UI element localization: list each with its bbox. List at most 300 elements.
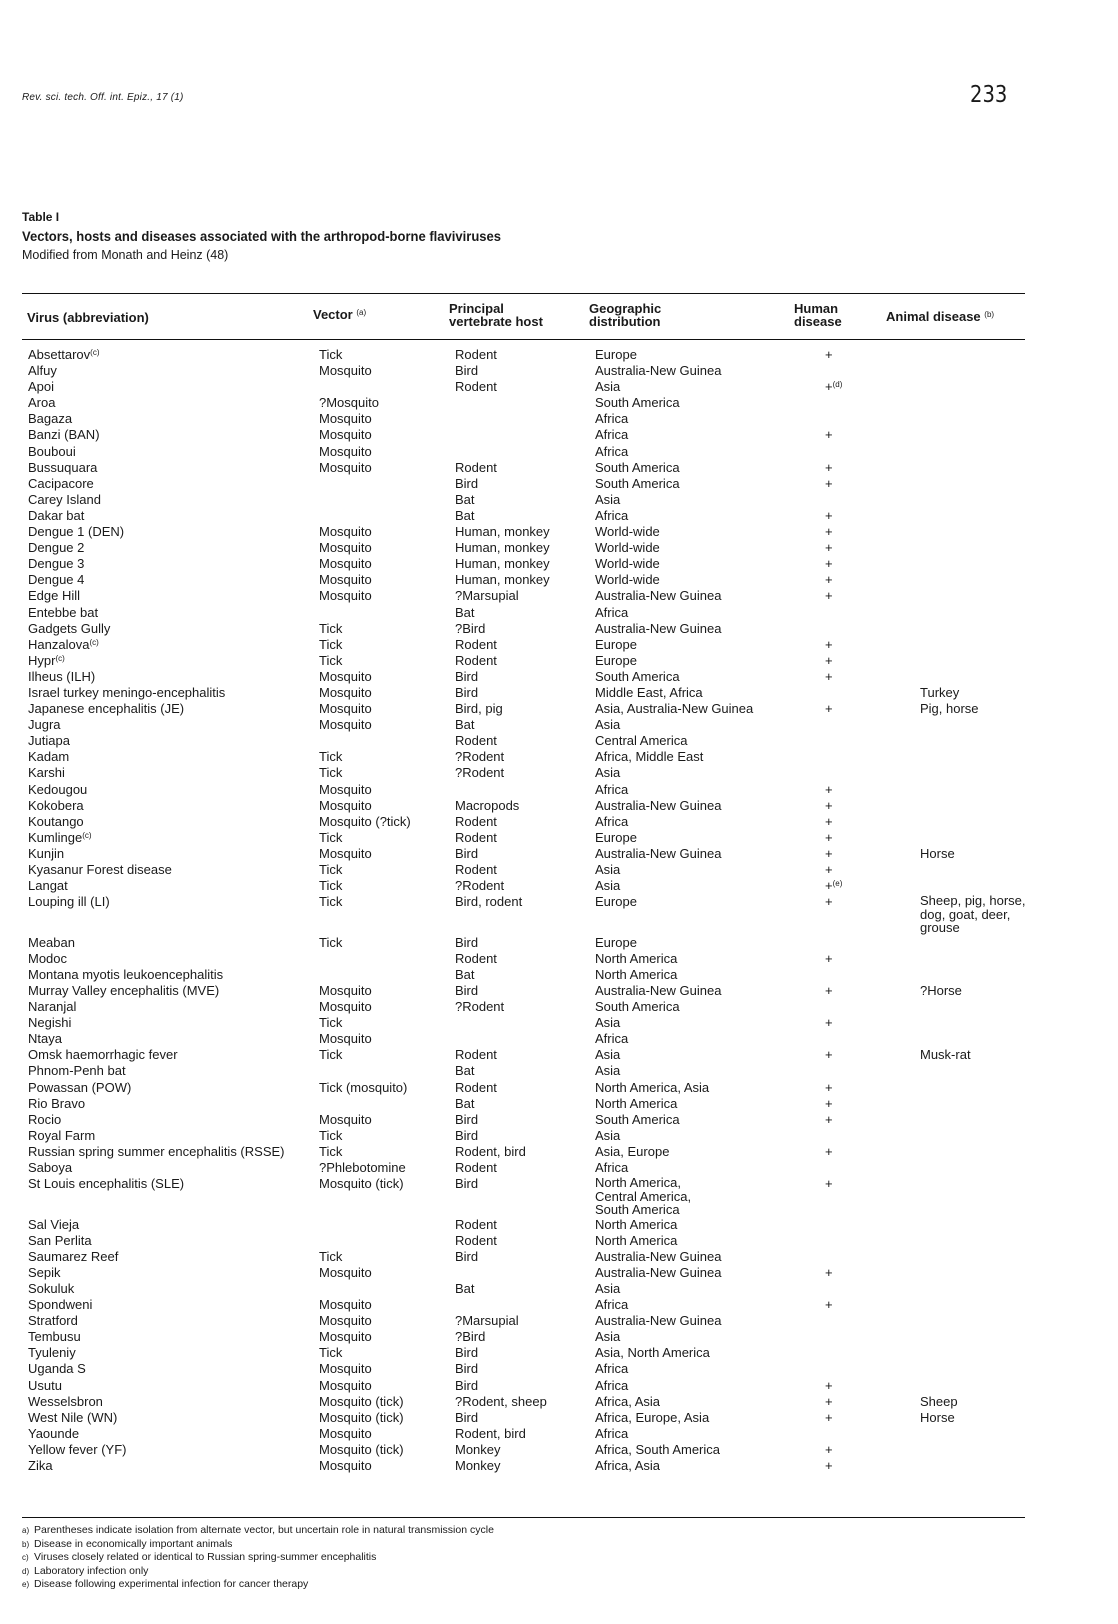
human-disease-cell <box>806 460 920 476</box>
animal-disease-cell <box>920 894 1050 935</box>
host-cell <box>455 540 595 556</box>
virus-name-cell <box>22 878 319 894</box>
table-row <box>22 1176 1050 1217</box>
geographic-distribution-cell-text: Asia <box>595 491 621 507</box>
vector-cell <box>319 798 455 814</box>
vector-cell <box>319 1249 455 1265</box>
table-row <box>22 460 1050 476</box>
footnote-text: Viruses closely related or identical to Russian spring-summer encephalitis <box>34 1551 377 1564</box>
geographic-distribution-cell-text: Africa <box>595 1361 629 1377</box>
geographic-distribution-cell-text: Africa <box>595 1425 629 1441</box>
table-caption <box>22 210 1022 266</box>
virus-name-cell <box>22 1281 319 1297</box>
vector-cell <box>319 830 455 846</box>
virus-name-cell-text: Ntaya <box>28 1031 62 1047</box>
geographic-distribution-cell <box>595 605 806 621</box>
column-header-virus-label: Virus (abbreviation) <box>27 310 149 325</box>
human-disease-cell-text: + <box>825 652 833 668</box>
human-disease-cell <box>806 588 920 604</box>
human-disease-cell <box>806 524 920 540</box>
table-row <box>22 1265 1050 1281</box>
virus-name-cell <box>22 1047 319 1063</box>
table-row <box>22 588 1050 604</box>
host-cell <box>455 1176 595 1217</box>
host-cell <box>455 830 595 846</box>
human-disease-cell <box>806 492 920 508</box>
animal-disease-cell <box>920 798 1050 814</box>
geographic-distribution-cell <box>595 1144 806 1160</box>
virus-name-cell-text: Powassan (POW) <box>28 1079 132 1095</box>
vector-cell <box>319 717 455 733</box>
host-cell-text: Human, monkey <box>455 572 550 588</box>
table-row <box>22 894 1050 935</box>
human-disease-cell <box>806 1031 920 1047</box>
host-cell <box>455 765 595 781</box>
column-header-geo <box>589 302 661 328</box>
host-cell <box>455 1361 595 1377</box>
geographic-distribution-cell-text: Africa, South America <box>595 1441 720 1457</box>
geographic-distribution-cell-text: Asia, Europe <box>595 1143 670 1159</box>
vector-cell <box>319 782 455 798</box>
vector-cell <box>319 637 455 653</box>
virus-name-cell-text: Rocio <box>28 1111 62 1127</box>
virus-name-cell <box>22 395 319 411</box>
human-disease-cell-text: + <box>825 459 833 475</box>
geographic-distribution-cell <box>595 685 806 701</box>
vector-cell <box>319 653 455 669</box>
vector-cell <box>319 701 455 717</box>
host-cell <box>455 798 595 814</box>
virus-name-cell <box>22 637 319 653</box>
virus-name-cell-text: St Louis encephalitis (SLE) <box>28 1176 185 1192</box>
geographic-distribution-cell-text: Africa, Asia <box>595 1393 661 1409</box>
animal-disease-cell <box>920 395 1050 411</box>
vector-cell <box>319 765 455 781</box>
virus-name-cell-text: Aroa <box>28 395 56 411</box>
virus-name-cell-text: Usutu <box>28 1377 62 1393</box>
geographic-distribution-cell-text: Asia <box>595 379 621 395</box>
column-header-human <box>794 302 842 328</box>
geographic-distribution-cell <box>595 1233 806 1249</box>
geographic-distribution-cell-text: Africa, Asia <box>595 1458 661 1473</box>
host-cell <box>455 1233 595 1249</box>
host-cell-text: Bat <box>455 491 475 507</box>
human-disease-cell-footnote-marker: (e) <box>832 879 843 889</box>
virus-name-cell <box>22 653 319 669</box>
geographic-distribution-cell-text: Africa <box>595 781 629 797</box>
vector-cell <box>319 588 455 604</box>
human-disease-cell <box>806 379 920 395</box>
virus-name-cell-text: Cacipacore <box>28 475 94 491</box>
virus-name-cell <box>22 1426 319 1442</box>
host-cell-text: ?Marsupial <box>455 1313 519 1329</box>
human-disease-cell <box>806 1297 920 1313</box>
human-disease-cell-text: + <box>825 1441 833 1457</box>
animal-disease-cell <box>920 669 1050 685</box>
virus-name-cell <box>22 1394 319 1410</box>
virus-name-cell <box>22 1063 319 1079</box>
animal-disease-cell <box>920 782 1050 798</box>
virus-name-cell-text: Dengue 1 (DEN) <box>28 524 125 540</box>
vector-cell <box>319 935 455 951</box>
table-row <box>22 1249 1050 1265</box>
virus-name-cell-text: Spondweni <box>28 1297 93 1313</box>
virus-name-cell-text: Rio Bravo <box>28 1095 86 1111</box>
host-cell <box>455 999 595 1015</box>
virus-name-cell <box>22 605 319 621</box>
virus-name-cell-text: Banzi (BAN) <box>28 427 100 443</box>
geographic-distribution-cell-text: Asia <box>595 1047 621 1063</box>
geographic-distribution-cell <box>595 1297 806 1313</box>
virus-name-cell-text: Bussuquara <box>28 459 98 475</box>
animal-disease-cell <box>920 701 1050 717</box>
virus-name-cell-text: Omsk haemorrhagic fever <box>28 1047 178 1063</box>
virus-name-cell-text: Israel turkey meningo-encephalitis <box>28 684 226 700</box>
vector-cell-text: Tick <box>319 749 343 765</box>
geographic-distribution-cell-text: Australia-New Guinea <box>595 1264 722 1280</box>
animal-disease-cell <box>920 508 1050 524</box>
geographic-distribution-cell <box>595 1112 806 1128</box>
animal-disease-cell <box>920 1426 1050 1442</box>
geographic-distribution-cell-text: Australia-New Guinea <box>595 363 722 379</box>
virus-name-cell-text: Hanzalova <box>28 636 90 652</box>
geographic-distribution-cell-text: Australia-New Guinea <box>595 797 722 813</box>
vector-cell <box>319 1128 455 1144</box>
virus-name-cell-text: Jutiapa <box>28 733 70 749</box>
host-cell-text: Bird <box>455 1409 479 1425</box>
vector-cell <box>319 814 455 830</box>
table-footnotes <box>22 1524 494 1592</box>
virus-name-cell-text: Yellow fever (YF) <box>28 1441 127 1457</box>
vector-cell <box>319 395 455 411</box>
vector-cell-text: Tick (mosquito) <box>319 1079 408 1095</box>
geographic-distribution-cell <box>595 1176 806 1217</box>
vector-cell <box>319 1160 455 1176</box>
vector-cell-text: Mosquito <box>319 1031 372 1047</box>
animal-disease-cell <box>920 1176 1050 1217</box>
host-cell-text: Rodent, bird <box>455 1425 526 1441</box>
table-row <box>22 951 1050 967</box>
host-cell-text: ?Rodent <box>455 878 505 894</box>
column-header-vector <box>313 308 366 321</box>
human-disease-cell <box>806 1144 920 1160</box>
human-disease-cell <box>806 1345 920 1361</box>
geographic-distribution-cell-text: North America <box>595 966 678 982</box>
host-cell <box>455 588 595 604</box>
virus-name-cell <box>22 1160 319 1176</box>
virus-name-cell-text: Murray Valley encephalitis (MVE) <box>28 982 220 998</box>
geographic-distribution-cell-text: Asia, Australia-New Guinea <box>595 701 754 717</box>
geographic-distribution-cell <box>595 1265 806 1281</box>
table-row <box>22 967 1050 983</box>
human-disease-cell <box>806 1047 920 1063</box>
geographic-distribution-cell <box>595 862 806 878</box>
geographic-distribution-cell-text: Europe <box>595 894 637 910</box>
geographic-distribution-cell-text: North America <box>595 950 678 966</box>
geographic-distribution-cell <box>595 1458 806 1474</box>
geographic-distribution-cell-text: South America <box>595 395 680 411</box>
animal-disease-cell <box>920 830 1050 846</box>
virus-name-cell <box>22 1112 319 1128</box>
virus-name-cell-text: Tyuleniy <box>28 1345 76 1361</box>
host-cell <box>455 733 595 749</box>
footnote-text: Laboratory infection only <box>34 1564 149 1577</box>
column-header-virus <box>27 311 149 324</box>
table-row <box>22 540 1050 556</box>
geographic-distribution-cell-text: Africa <box>595 443 629 459</box>
animal-disease-cell <box>920 999 1050 1015</box>
vector-cell-text: ?Phlebotomine <box>319 1160 406 1175</box>
table-top-rule <box>22 293 1025 294</box>
human-disease-cell-text: + <box>825 427 833 443</box>
vector-cell-text: Mosquito <box>319 540 372 556</box>
host-cell <box>455 637 595 653</box>
virus-name-cell <box>22 508 319 524</box>
vector-cell <box>319 967 455 983</box>
host-cell-text: Rodent, bird <box>455 1143 526 1159</box>
host-cell <box>455 894 595 935</box>
geographic-distribution-cell <box>595 717 806 733</box>
geographic-distribution-cell-text: Asia <box>595 1127 621 1143</box>
human-disease-cell <box>806 1426 920 1442</box>
host-cell-text: ?Marsupial <box>455 588 519 604</box>
geographic-distribution-cell <box>595 395 806 411</box>
vector-cell <box>319 476 455 492</box>
vector-cell-text: Tick <box>319 347 343 362</box>
animal-disease-cell <box>920 1458 1050 1474</box>
geographic-distribution-cell <box>595 637 806 653</box>
human-disease-cell <box>806 782 920 798</box>
virus-name-cell <box>22 935 319 951</box>
vector-cell-text: Mosquito <box>319 588 372 604</box>
host-cell <box>455 653 595 669</box>
footnote <box>22 1565 494 1579</box>
vector-cell <box>319 669 455 685</box>
virus-name-cell-text: Absettarov <box>28 347 91 362</box>
geographic-distribution-cell <box>595 1442 806 1458</box>
virus-name-cell-text: Jugra <box>28 717 61 733</box>
host-cell <box>455 951 595 967</box>
virus-name-cell-text: Japanese encephalitis (JE) <box>28 701 185 717</box>
human-disease-cell <box>806 983 920 999</box>
animal-disease-cell <box>920 1442 1050 1458</box>
virus-name-cell <box>22 1096 319 1112</box>
virus-name-cell-text: Alfuy <box>28 363 57 379</box>
vector-cell <box>319 605 455 621</box>
human-disease-cell <box>806 951 920 967</box>
footnote-letter: b) <box>22 1539 30 1549</box>
animal-disease-cell-text: Horse <box>920 1409 955 1425</box>
host-cell <box>455 1112 595 1128</box>
geographic-distribution-cell <box>595 556 806 572</box>
human-disease-cell-text: + <box>825 347 833 362</box>
geographic-distribution-cell <box>595 621 806 637</box>
table-row <box>22 685 1050 701</box>
geographic-distribution-cell <box>595 379 806 395</box>
vector-cell <box>319 1031 455 1047</box>
geographic-distribution-cell-text: World-wide <box>595 572 660 588</box>
human-disease-cell <box>806 1112 920 1128</box>
geographic-distribution-cell-text: Australia-New Guinea <box>595 1248 722 1264</box>
vector-cell-text: Tick <box>319 1143 343 1159</box>
animal-disease-cell <box>920 967 1050 983</box>
vector-cell-text: Mosquito <box>319 1377 372 1393</box>
host-cell <box>455 1217 595 1233</box>
animal-disease-cell <box>920 588 1050 604</box>
vector-cell <box>319 846 455 862</box>
vector-cell <box>319 1281 455 1297</box>
vector-cell <box>319 1233 455 1249</box>
host-cell <box>455 347 595 363</box>
vector-cell-text: Tick <box>319 1248 343 1264</box>
virus-name-cell-text: Kunjin <box>28 845 65 861</box>
human-disease-cell <box>806 508 920 524</box>
table-row <box>22 1329 1050 1345</box>
vector-cell <box>319 411 455 427</box>
vector-cell <box>319 1217 455 1233</box>
virus-name-cell <box>22 814 319 830</box>
geographic-distribution-cell <box>595 1426 806 1442</box>
geographic-distribution-cell <box>595 1063 806 1079</box>
animal-disease-cell <box>920 983 1050 999</box>
geographic-distribution-cell-text: Africa <box>595 507 629 523</box>
geographic-distribution-cell <box>595 1313 806 1329</box>
human-disease-cell <box>806 1128 920 1144</box>
host-cell <box>455 1394 595 1410</box>
virus-name-cell <box>22 669 319 685</box>
animal-disease-cell-text: Pig, horse <box>920 701 979 717</box>
virus-name-cell-text: Dengue 4 <box>28 572 85 588</box>
geographic-distribution-cell <box>595 1128 806 1144</box>
virus-name-cell-text: Langat <box>28 878 68 894</box>
geographic-distribution-cell <box>595 1015 806 1031</box>
table-row <box>22 476 1050 492</box>
vector-cell-text: Mosquito <box>319 1313 372 1329</box>
virus-name-cell <box>22 460 319 476</box>
virus-name-cell <box>22 1144 319 1160</box>
human-disease-cell <box>806 363 920 379</box>
vector-cell-text: Mosquito (tick) <box>319 1176 404 1192</box>
virus-name-cell-text: Wesselsbron <box>28 1393 103 1409</box>
footnote-letter: e) <box>22 1580 30 1590</box>
vector-cell <box>319 1410 455 1426</box>
vector-cell <box>319 749 455 765</box>
host-cell-text: ?Bird <box>455 620 486 636</box>
virus-name-cell <box>22 951 319 967</box>
host-cell-text: Monkey <box>455 1458 501 1473</box>
table-row <box>22 1297 1050 1313</box>
human-disease-cell-text: + <box>825 862 833 877</box>
host-cell-text: Bird <box>455 684 479 700</box>
vector-cell-text: Tick <box>319 878 343 894</box>
virus-name-cell-text: Meaban <box>28 934 75 950</box>
animal-disease-cell <box>920 765 1050 781</box>
table-row <box>22 1281 1050 1297</box>
host-cell-text: Bird, rodent <box>455 894 523 910</box>
table-row <box>22 1047 1050 1063</box>
virus-name-cell-text: Bouboui <box>28 443 76 459</box>
table-row <box>22 1015 1050 1031</box>
human-disease-cell-text: + <box>825 540 833 556</box>
host-cell <box>455 1329 595 1345</box>
animal-disease-cell <box>920 935 1050 951</box>
vector-cell-text: Mosquito <box>319 411 372 427</box>
vector-cell-text: Mosquito <box>319 668 372 684</box>
geographic-distribution-cell <box>595 492 806 508</box>
geographic-distribution-cell <box>595 347 806 363</box>
geographic-distribution-cell-text: Asia <box>595 878 621 894</box>
human-disease-cell <box>806 637 920 653</box>
table-row <box>22 1233 1050 1249</box>
animal-disease-cell <box>920 460 1050 476</box>
vector-cell-text: Mosquito <box>319 1329 372 1345</box>
footnote <box>22 1524 494 1538</box>
vector-cell <box>319 427 455 443</box>
human-disease-cell <box>806 717 920 733</box>
human-disease-cell <box>806 621 920 637</box>
vector-cell <box>319 894 455 935</box>
table-row <box>22 798 1050 814</box>
host-cell <box>455 1442 595 1458</box>
table-row <box>22 983 1050 999</box>
virus-name-cell-footnote-marker: (c) <box>89 637 99 647</box>
geographic-distribution-cell <box>595 814 806 830</box>
human-disease-cell-text: + <box>825 1264 833 1280</box>
table-row <box>22 1063 1050 1079</box>
human-disease-cell-text: + <box>825 1393 833 1409</box>
human-disease-cell-text: + <box>825 572 833 588</box>
geographic-distribution-cell <box>595 1345 806 1361</box>
geographic-distribution-cell-text: Asia <box>595 765 621 781</box>
human-disease-cell <box>806 733 920 749</box>
human-disease-cell-text: + <box>825 1297 833 1313</box>
human-disease-cell-text: + <box>825 701 833 717</box>
geographic-distribution-cell-text: Europe <box>595 829 637 845</box>
vector-cell-text: Tick <box>319 862 343 877</box>
table-row <box>22 1096 1050 1112</box>
vector-cell <box>319 621 455 637</box>
vector-cell-text: Mosquito <box>319 459 372 475</box>
human-disease-cell <box>806 1249 920 1265</box>
table-row <box>22 572 1050 588</box>
host-cell-text: ?Bird <box>455 1329 486 1345</box>
virus-name-cell <box>22 588 319 604</box>
table-row <box>22 1313 1050 1329</box>
geographic-distribution-cell-text: World-wide <box>595 556 660 572</box>
virus-name-cell <box>22 476 319 492</box>
host-cell-text: Bird <box>455 1127 479 1143</box>
virus-table <box>22 347 1050 1474</box>
geographic-distribution-cell <box>595 749 806 765</box>
geographic-distribution-cell-text: Australia-New Guinea <box>595 588 722 604</box>
virus-table-body <box>22 347 1050 1474</box>
column-header-animal-label: Animal disease <box>886 309 981 324</box>
host-cell-text: Rodent <box>455 1047 497 1063</box>
table-row <box>22 999 1050 1015</box>
host-cell <box>455 701 595 717</box>
host-cell-text: Rodent <box>455 636 497 652</box>
table-row <box>22 765 1050 781</box>
geographic-distribution-cell-text: Asia <box>595 1329 621 1345</box>
host-cell-text: Monkey <box>455 1441 501 1457</box>
host-cell-text: Rodent <box>455 733 497 749</box>
virus-name-cell <box>22 556 319 572</box>
vector-cell-text: Mosquito <box>319 1361 372 1377</box>
virus-name-cell <box>22 1031 319 1047</box>
table-subtitle: Modified from Monath and Heinz (48) <box>22 248 229 262</box>
vector-cell-text: Mosquito <box>319 797 372 813</box>
virus-name-cell-text: Sepik <box>28 1264 61 1280</box>
